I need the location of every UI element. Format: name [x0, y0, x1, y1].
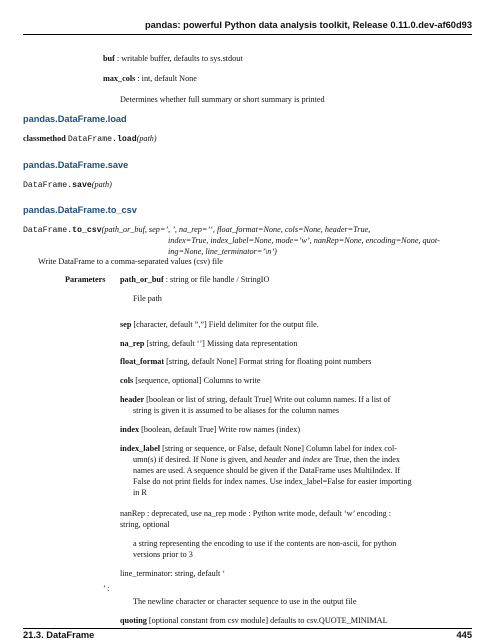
param-sep: sep [character, default ”,”] Field delimiter for the output file.: [120, 320, 319, 329]
param-line-terminator-detail: The newline character or character sequence to use in the output file: [133, 597, 357, 606]
parameters-label: Parameters: [65, 275, 106, 284]
param-index-label-line2: umn(s) if desired. If None is given, and header and index are True, then the index: [133, 455, 400, 464]
running-header: pandas: powerful Python data analysis toolkit, Release 0.11.0.dev-af60d93: [144, 20, 472, 30]
param-quote-mark: ’ :: [103, 584, 110, 593]
signature-to-csv-line2: index=True, index_label=None, mode=’w’, nanRep=None, encoding=None, quot-: [168, 236, 440, 245]
footer-rule: [23, 628, 472, 629]
param-cols: cols [sequence, optional] Columns to write: [120, 376, 261, 385]
param-path-or-buf-detail: File path: [133, 294, 162, 303]
param-max-cols-detail: Determines whether full summary or short summary is printed: [120, 95, 325, 104]
signature-save: DataFrame.save(path): [23, 180, 112, 190]
param-buf: buf : writable buffer, defaults to sys.stdout: [103, 54, 243, 63]
header-rule: [23, 34, 472, 35]
param-nanrep: nanRep : deprecated, use na_rep mode : Python write mode, default ‘w’ encoding :: [120, 509, 392, 518]
param-encoding-detail: a string representing the encoding to use if the contents are non-ascii, for python: [133, 539, 397, 548]
param-header: header [boolean or list of string, default True] Write out column names. If a list of: [120, 395, 391, 404]
param-quoting: quoting [optional constant from csv module] defaults to csv.QUOTE_MINIMAL: [120, 616, 388, 625]
param-index-label-line4: False do not print fields for index names. Use index_label=False for easier importing: [133, 477, 412, 486]
signature-to-csv-line3: ing=None, line_terminator=’\n’): [168, 247, 277, 256]
param-max-cols: max_cols : int, default None: [103, 74, 197, 83]
section-title-to-csv: pandas.DataFrame.to_csv: [23, 205, 137, 215]
param-encoding-detail-line2: versions prior to 3: [133, 550, 193, 559]
section-title-save: pandas.DataFrame.save: [23, 160, 129, 170]
footer-section: 21.3. DataFrame: [23, 630, 95, 640]
param-line-terminator: line_terminator: string, default ‘: [120, 569, 226, 578]
param-index-label-line3: names are used. A sequence should be given if the DataFrame uses MultiIndex. If: [133, 466, 401, 475]
param-index: index [boolean, default True] Write row names (index): [120, 425, 301, 434]
param-nanrep-line2: string, optional: [120, 520, 170, 529]
param-header-line2: string is given it is assumed to be aliases for the column names: [133, 406, 340, 415]
param-na-rep: na_rep [string, default ‘’] Missing data representation: [120, 339, 298, 348]
to-csv-summary: Write DataFrame to a comma-separated values (csv) file: [38, 257, 223, 266]
param-index-label: index_label [string or sequence, or False, default None] Column label for index col-: [120, 444, 397, 453]
param-path-or-buf: path_or_buf : string or file handle / StringIO: [120, 275, 270, 284]
signature-load: classmethod DataFrame.load(path): [23, 134, 157, 144]
signature-to-csv: DataFrame.to_csv(path_or_buf, sep=’, ’, na_rep=’‘, float_format=None, cols=None, header=True,: [23, 225, 371, 235]
section-title-load: pandas.DataFrame.load: [23, 114, 127, 124]
param-float-format: float_format [string, default None] Format string for floating point numbers: [120, 357, 372, 366]
param-index-label-line5: in R: [133, 488, 147, 497]
